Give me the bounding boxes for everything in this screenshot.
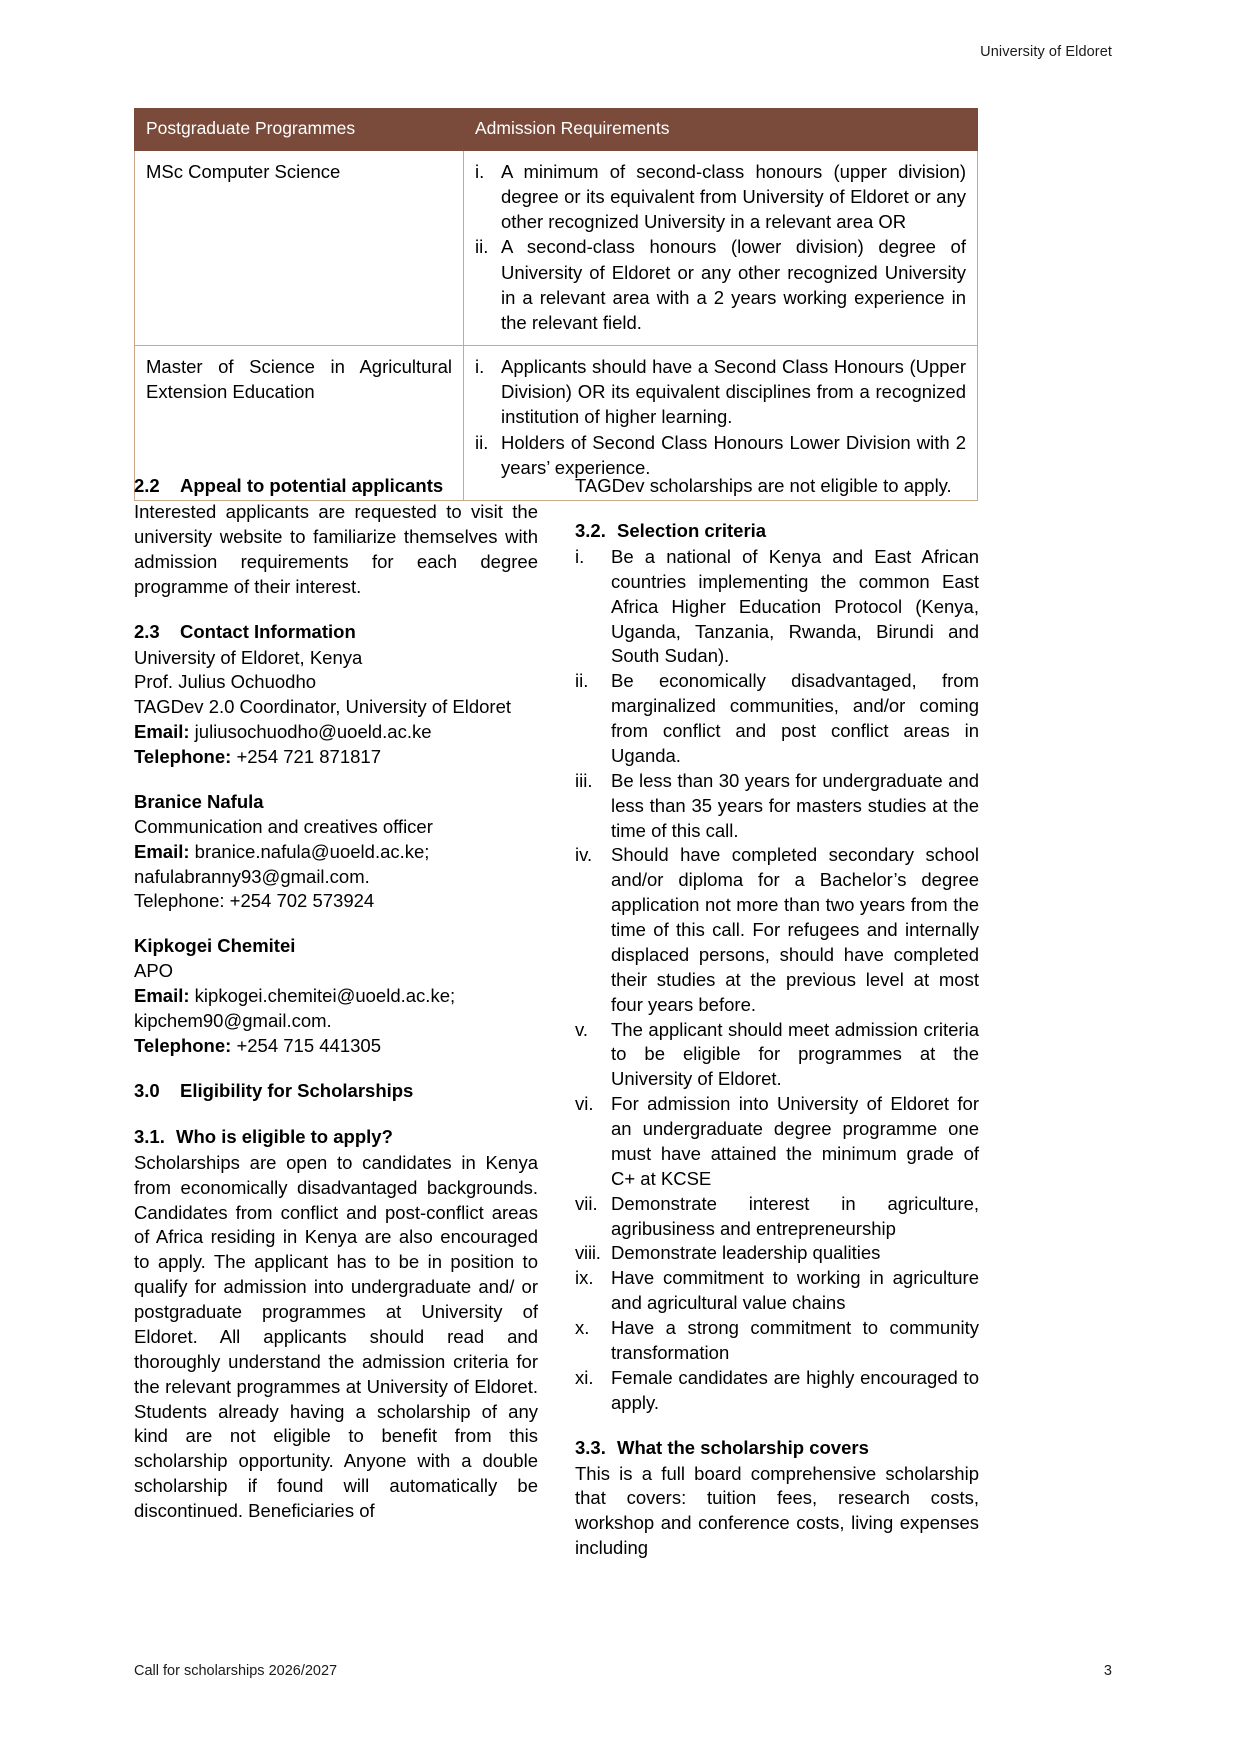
list-marker: viii.	[575, 1242, 601, 1264]
contact-block-coordinator	[134, 646, 538, 770]
telephone-label: Telephone:	[134, 1034, 232, 1056]
list-marker: i.	[475, 161, 485, 182]
spacer	[134, 1059, 538, 1079]
telephone-value[interactable]: +254 721 871817	[236, 746, 381, 768]
paragraph-3-3: This is a full board comprehensive scholarship that covers: tuition fees, research costs, workshop and conference costs, living expenses including	[575, 1462, 979, 1559]
right-column	[575, 474, 979, 1561]
contact-person-name: Branice Nafula	[134, 790, 264, 812]
list-item-text: For admission into University of Eldoret for an undergraduate degree programme one must have attained the minimum grade of C+ at KCSE	[611, 1093, 979, 1189]
requirements-list	[475, 159, 966, 335]
list-marker: i.	[475, 356, 485, 378]
email-value[interactable]: juliusochuodho@uoeld.ac.ke	[194, 721, 432, 743]
list-marker: ii.	[575, 670, 589, 692]
footer-document-title: Call for scholarships 2026/2027	[134, 1663, 338, 1679]
spacer	[134, 600, 538, 620]
table-cell-requirements	[464, 151, 978, 346]
continuation-paragraph: TAGDev scholarships are not eligible to apply.	[575, 475, 952, 496]
requirement-text: Holders of Second Class Honours Lower Division with 2 years’ experience.	[501, 431, 966, 478]
heading-number: 3.0	[134, 1079, 160, 1101]
list-item	[575, 1092, 979, 1192]
contact-email-secondary[interactable]: kipchem90@gmail.com.	[134, 1009, 332, 1031]
list-item	[575, 1241, 979, 1266]
list-item	[575, 1316, 979, 1366]
list-item	[575, 843, 979, 1017]
heading-2-3	[134, 620, 538, 644]
list-marker: v.	[575, 1018, 589, 1040]
contact-email-line	[134, 720, 538, 745]
heading-number: 2.2	[134, 475, 160, 496]
list-marker: iii.	[575, 769, 593, 791]
table-row	[135, 151, 978, 346]
heading-number: 3.1.	[134, 1125, 165, 1147]
email-label: Email:	[134, 985, 190, 1007]
heading-number: 3.3.	[575, 1436, 606, 1458]
heading-title: Selection criteria	[617, 519, 767, 541]
contact-block-communication-officer	[134, 790, 538, 914]
list-item-text: Be a national of Kenya and East African countries implementing the common East Africa Higher Education Protocol (Kenya, Uganda, Tanzania, Rwanda, Birundi and South Sudan).	[611, 545, 979, 667]
list-item	[575, 669, 979, 769]
contact-email-line	[134, 840, 538, 865]
spacer	[575, 1416, 979, 1436]
list-marker: vi.	[575, 1093, 594, 1115]
heading-2-2	[134, 474, 538, 498]
list-item	[575, 1018, 979, 1093]
programme-name: MSc Computer Science	[146, 161, 341, 182]
requirement-text: Applicants should have a Second Class Honours (Upper Division) OR its equivalent disciplines from a recognized institution of higher learning.	[501, 356, 966, 428]
list-marker: vii.	[575, 1192, 598, 1214]
list-item-text: Demonstrate interest in agriculture, agribusiness and entrepreneurship	[611, 1192, 979, 1239]
list-item-text: Demonstrate leadership qualities	[611, 1242, 881, 1264]
spacer	[134, 1105, 538, 1125]
list-item-text: Have commitment to working in agriculture and agricultural value chains	[611, 1267, 979, 1314]
requirement-item	[475, 234, 966, 335]
left-column	[134, 474, 538, 1524]
list-marker: ii.	[475, 431, 489, 453]
heading-3-3	[575, 1436, 979, 1460]
list-item-text: Have a strong commitment to community transformation	[611, 1317, 979, 1363]
contact-person-name: Kipkogei Chemitei	[134, 935, 296, 957]
column-header-programmes: Postgraduate Programmes	[135, 109, 464, 151]
heading-3-2	[575, 519, 979, 543]
requirement-item	[475, 159, 966, 234]
heading-title: What the scholarship covers	[617, 1436, 869, 1458]
heading-title: Appeal to potential applicants	[180, 475, 444, 496]
list-item	[575, 1192, 979, 1242]
email-value[interactable]: kipkogei.chemitei@uoeld.ac.ke;	[194, 985, 456, 1007]
spacer	[575, 499, 979, 519]
contact-telephone-line	[134, 1034, 538, 1059]
email-label: Email:	[134, 840, 190, 862]
list-item	[575, 769, 979, 844]
list-item	[575, 1366, 979, 1416]
email-value[interactable]: branice.nafula@uoeld.ac.ke;	[194, 840, 430, 862]
heading-title: Eligibility for Scholarships	[180, 1079, 414, 1101]
spacer	[134, 914, 538, 934]
contact-telephone-line	[134, 745, 538, 770]
telephone-label: Telephone:	[134, 746, 232, 768]
contact-email-secondary[interactable]: nafulabranny93@gmail.com.	[134, 865, 370, 887]
list-item	[575, 545, 979, 669]
list-marker: iv.	[575, 844, 593, 866]
two-column-body	[134, 474, 979, 1559]
postgraduate-programmes-table	[134, 108, 978, 501]
paragraph-2-2: Interested applicants are requested to visit the university website to familiarize themselves with admission requirements for each degree programme of their interest.	[134, 501, 538, 597]
requirement-item	[475, 354, 966, 429]
contact-person-name: Prof. Julius Ochuodho	[134, 671, 317, 693]
list-marker: x.	[575, 1317, 590, 1339]
list-item-text: Should have completed secondary school and/or diploma for a Bachelor’s degree application not more than two years from the time of this call. For refugees and internally displaced persons, should have completed their studies at the previous level at most four years before.	[611, 844, 979, 1015]
contact-university: University of Eldoret, Kenya	[134, 646, 363, 668]
heading-number: 2.3	[134, 620, 160, 642]
contact-role: Communication and creatives officer	[134, 815, 433, 837]
list-item-text: Female candidates are highly encouraged to apply.	[611, 1366, 979, 1413]
heading-3-1	[134, 1125, 538, 1149]
spacer	[134, 770, 538, 790]
contact-role: APO	[134, 960, 174, 982]
contact-block-apo	[134, 934, 538, 1058]
heading-title: Who is eligible to apply?	[176, 1125, 393, 1147]
list-item-text: Be less than 30 years for undergraduate and less than 35 years for masters studies at the time of this call.	[611, 769, 979, 841]
heading-title: Contact Information	[180, 620, 356, 642]
list-item	[575, 1266, 979, 1316]
list-marker: i.	[575, 545, 585, 567]
telephone-value[interactable]: +254 715 441305	[236, 1034, 381, 1056]
table-cell-programme	[135, 151, 464, 346]
selection-criteria-list	[575, 545, 979, 1416]
table-header-row	[135, 109, 978, 151]
programme-name: Master of Science in Agricultural Extension Education	[146, 356, 452, 403]
paragraph-3-1: Scholarships are open to candidates in Kenya from economically disadvantaged backgrounds. Candidates from conflict and post-conflict areas of Africa residing in Kenya are also encouraged to apply. The applicant has to be in position to qualify for admission into undergraduate and/ or postgraduate programmes at University of Eldoret. All applicants should read and thoroughly understand the admission criteria for the relevant programmes at University of Eldoret. Students already having a scholarship of any kind are not eligible to benefit from this scholarship opportunity. Anyone with a double scholarship if found will automatically be discontinued. Beneficiaries of	[134, 1151, 538, 1522]
requirement-text: A minimum of second-class honours (upper division) degree or its equivalent from University of Eldoret or any other recognized University in a relevant area OR	[501, 161, 966, 233]
list-item-text: The applicant should meet admission criteria to be eligible for programmes at the University of Eldoret.	[611, 1018, 979, 1090]
column-header-requirements: Admission Requirements	[464, 109, 978, 151]
heading-3-0	[134, 1079, 538, 1103]
footer-page-number: 3	[1103, 1663, 1112, 1679]
requirement-item	[475, 430, 966, 480]
running-header: University of Eldoret	[980, 44, 1112, 60]
heading-number: 3.2.	[575, 519, 606, 541]
contact-telephone-line[interactable]: Telephone: +254 702 573924	[134, 890, 375, 912]
list-marker: ii.	[475, 236, 489, 258]
list-marker: xi.	[575, 1366, 594, 1388]
contact-role: TAGDev 2.0 Coordinator, University of Eldoret	[134, 696, 512, 718]
list-item-text: Be economically disadvantaged, from marginalized communities, and/or coming from conflict and post conflict areas in Uganda.	[611, 670, 979, 766]
contact-email-line	[134, 984, 538, 1009]
email-label: Email:	[134, 721, 190, 743]
list-marker: ix.	[575, 1267, 594, 1289]
requirements-list	[475, 354, 966, 480]
requirement-text: A second-class honours (lower division) degree of University of Eldoret or any other recognized University in a relevant area with a 2 years working experience in the relevant field.	[501, 236, 966, 333]
